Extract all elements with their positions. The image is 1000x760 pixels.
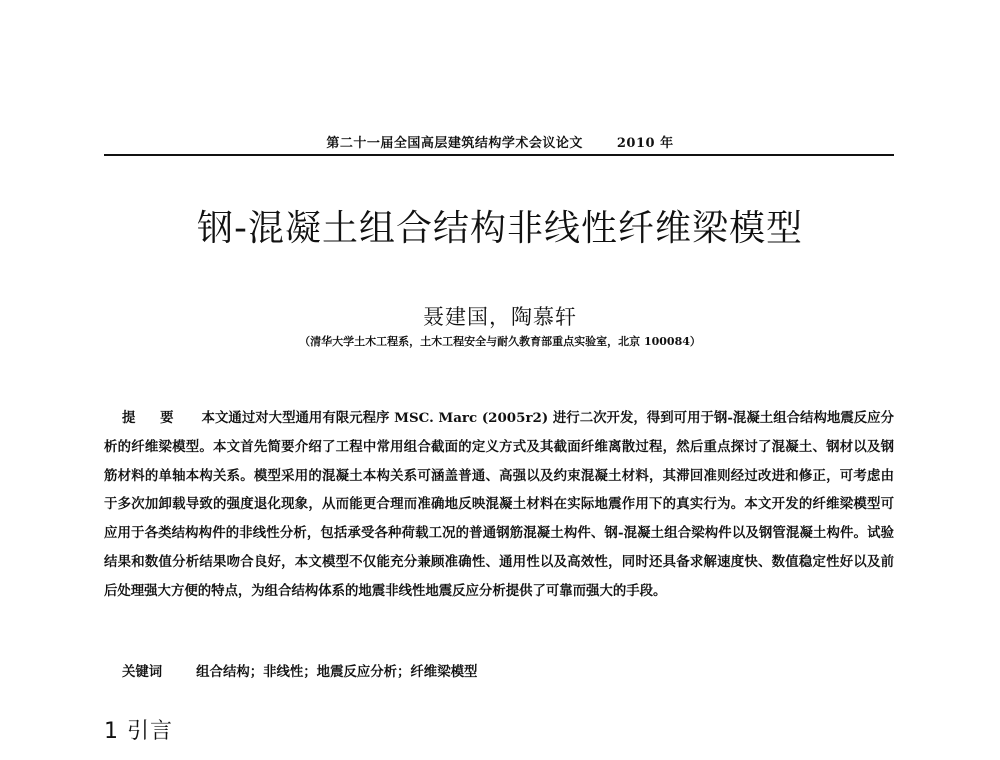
abstract-label: 提 要 [122, 410, 184, 426]
header-rule [104, 154, 894, 156]
conference-name: 第二十一届全国高层建筑结构学术会议论文 [326, 136, 583, 151]
keywords-label: 关键词 [122, 664, 163, 680]
paper-title: 钢-混凝土组合结构非线性纤维梁模型 [197, 208, 803, 249]
abstract [104, 404, 894, 606]
section-heading: 1 引言 [104, 719, 173, 744]
authors: 聂建国，陶慕轩 [423, 305, 577, 329]
keywords [122, 661, 477, 680]
conference-year: 2010 年 [616, 136, 674, 151]
keywords-text: 组合结构；非线性；地震反应分析；纤维梁模型 [196, 664, 478, 680]
running-header [0, 132, 1000, 151]
affiliation: （清华大学土木工程系，土木工程安全与耐久教育部重点实验室，北京 100084） [299, 335, 701, 348]
abstract-text: 本文通过对大型通用有限元程序 MSC. Marc (2005r2) 进行二次开发，得到可用于钢-混凝土组合结构地震反应分析的纤维梁模型。本文首先简要介绍了工程中常用组合截面的定义方式及其截面纤维离散过程，然后重点探讨了混凝土、钢材以及钢筋材料的单轴本构关系。模型采用的混凝土本构关系可涵盖普通、高强以及约束混凝土材料，其滞回准则经过改进和修正，可考虑由于多次加卸载导致的强度退化现象，从而能更合理而准确地反映混凝土材料在实际地震作用下的真实行为。本文开发的纤维梁模型可应用于各类结构构件的非线性分析，包括承受各种荷载工况的普通钢筋混凝土构件、钢-混凝土组合梁构件以及钢管混凝土构件。试验结果和数值分析结果吻合良好，本文模型不仅能充分兼顾准确性、通用性以及高效性，同时还具备求解速度快、数值稳定性好以及前后处理强大方便的特点，为组合结构体系的地震非线性地震反应分析提供了可靠而强大的手段。 [104, 410, 894, 599]
